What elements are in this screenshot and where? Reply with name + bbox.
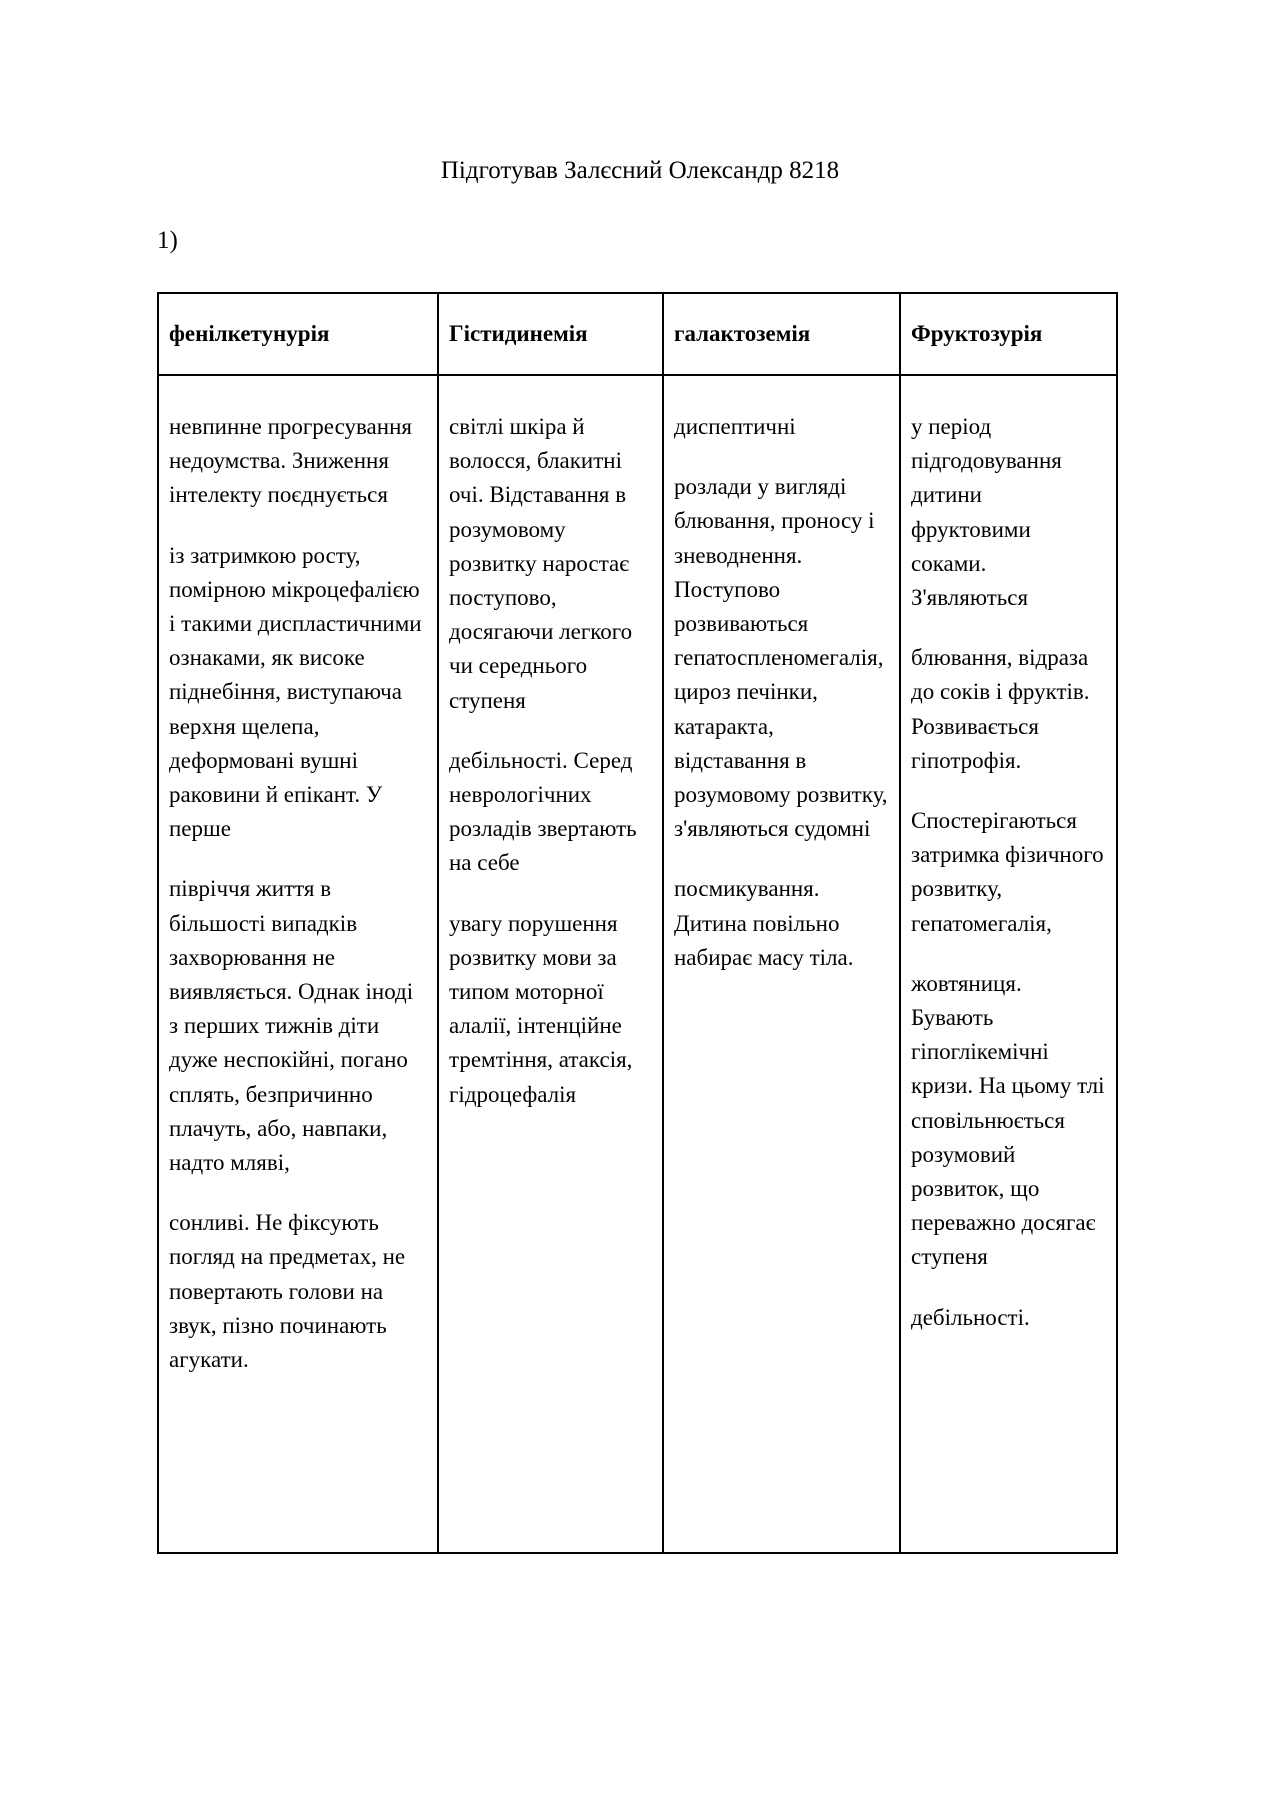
cell-paragraph: півріччя життя в більшості випадків захворювання не виявляється. Однак іноді з перших тижнів діти дуже неспокійні, погано сплять, безпричинно плачуть, або, навпаки, надто мляві, — [169, 876, 414, 1176]
cell-paragraph: у період підгодовування дитини фруктовими соками. З'являються — [911, 414, 1062, 611]
cell-galactosemia — [663, 375, 900, 1553]
cell-paragraph: із затримкою росту, помірною мікроцефалією і такими диспластичними ознаками, як високе піднебіння, виступаюча верхня щелепа, деформовані вушні раковини й епікант. У перше — [169, 542, 422, 842]
cell-paragraph: світлі шкіра й волосся, блакитні очі. Відставання в розумовому розвитку наростає поступово, досягаючи легкого чи середнього ступеня — [449, 414, 633, 713]
header-histidinemia: Гістидинемія — [438, 293, 663, 375]
header-fructosuria: Фруктозурія — [900, 293, 1117, 375]
cell-paragraph: дебільності. Серед неврологічних розладів звертають на себе — [449, 747, 637, 876]
cell-paragraph: розлади у вигляді блювання, проносу і зневоднення. Поступово розвиваються гепатоспленомегалія, цироз печінки, катаракта, відставання в розумовому розвитку, з'являються судомні — [674, 474, 888, 842]
cell-paragraph: дебільності. — [911, 1304, 1030, 1330]
list-marker: 1) — [157, 227, 178, 254]
cell-fructosuria — [900, 375, 1117, 1553]
cell-histidinemia — [438, 375, 663, 1553]
cell-paragraph: сонливі. Не фіксують погляд на предметах, не повертають голови на звук, пізно починають агукати. — [169, 1210, 406, 1373]
cell-phenylketonuria — [158, 375, 438, 1553]
cell-paragraph: диспептичні — [674, 414, 796, 439]
cell-paragraph: блювання, відраза до соків і фруктів. Розвивається гіпотрофія. — [911, 645, 1090, 773]
cell-paragraph: Спостерігаються затримка фізичного розвитку, гепатомегалія, — [911, 808, 1104, 936]
table-row — [158, 375, 1117, 1553]
diseases-table — [157, 292, 1118, 1554]
cell-paragraph: посмикування. Дитина повільно набирає масу тіла. — [674, 876, 854, 970]
document-title: Підготував Залєсний Олександр 8218 — [440, 157, 840, 184]
header-phenylketonuria: фенілкетунурія — [158, 293, 438, 375]
header-galactosemia: галактоземія — [663, 293, 900, 375]
cell-paragraph: жовтяниця. Бувають гіпоглікемічні кризи. На цьому тлі сповільнюється розумовий розвиток, що переважно досягає ступеня — [911, 970, 1105, 1270]
cell-paragraph: увагу порушення розвитку мови за типом моторної алалії, інтенційне тремтіння, атаксія, гідроцефалія — [449, 910, 633, 1107]
table-header-row — [158, 293, 1117, 375]
cell-paragraph: невпинне прогресування недоумства. Зниження інтелекту поєднується — [169, 414, 412, 508]
